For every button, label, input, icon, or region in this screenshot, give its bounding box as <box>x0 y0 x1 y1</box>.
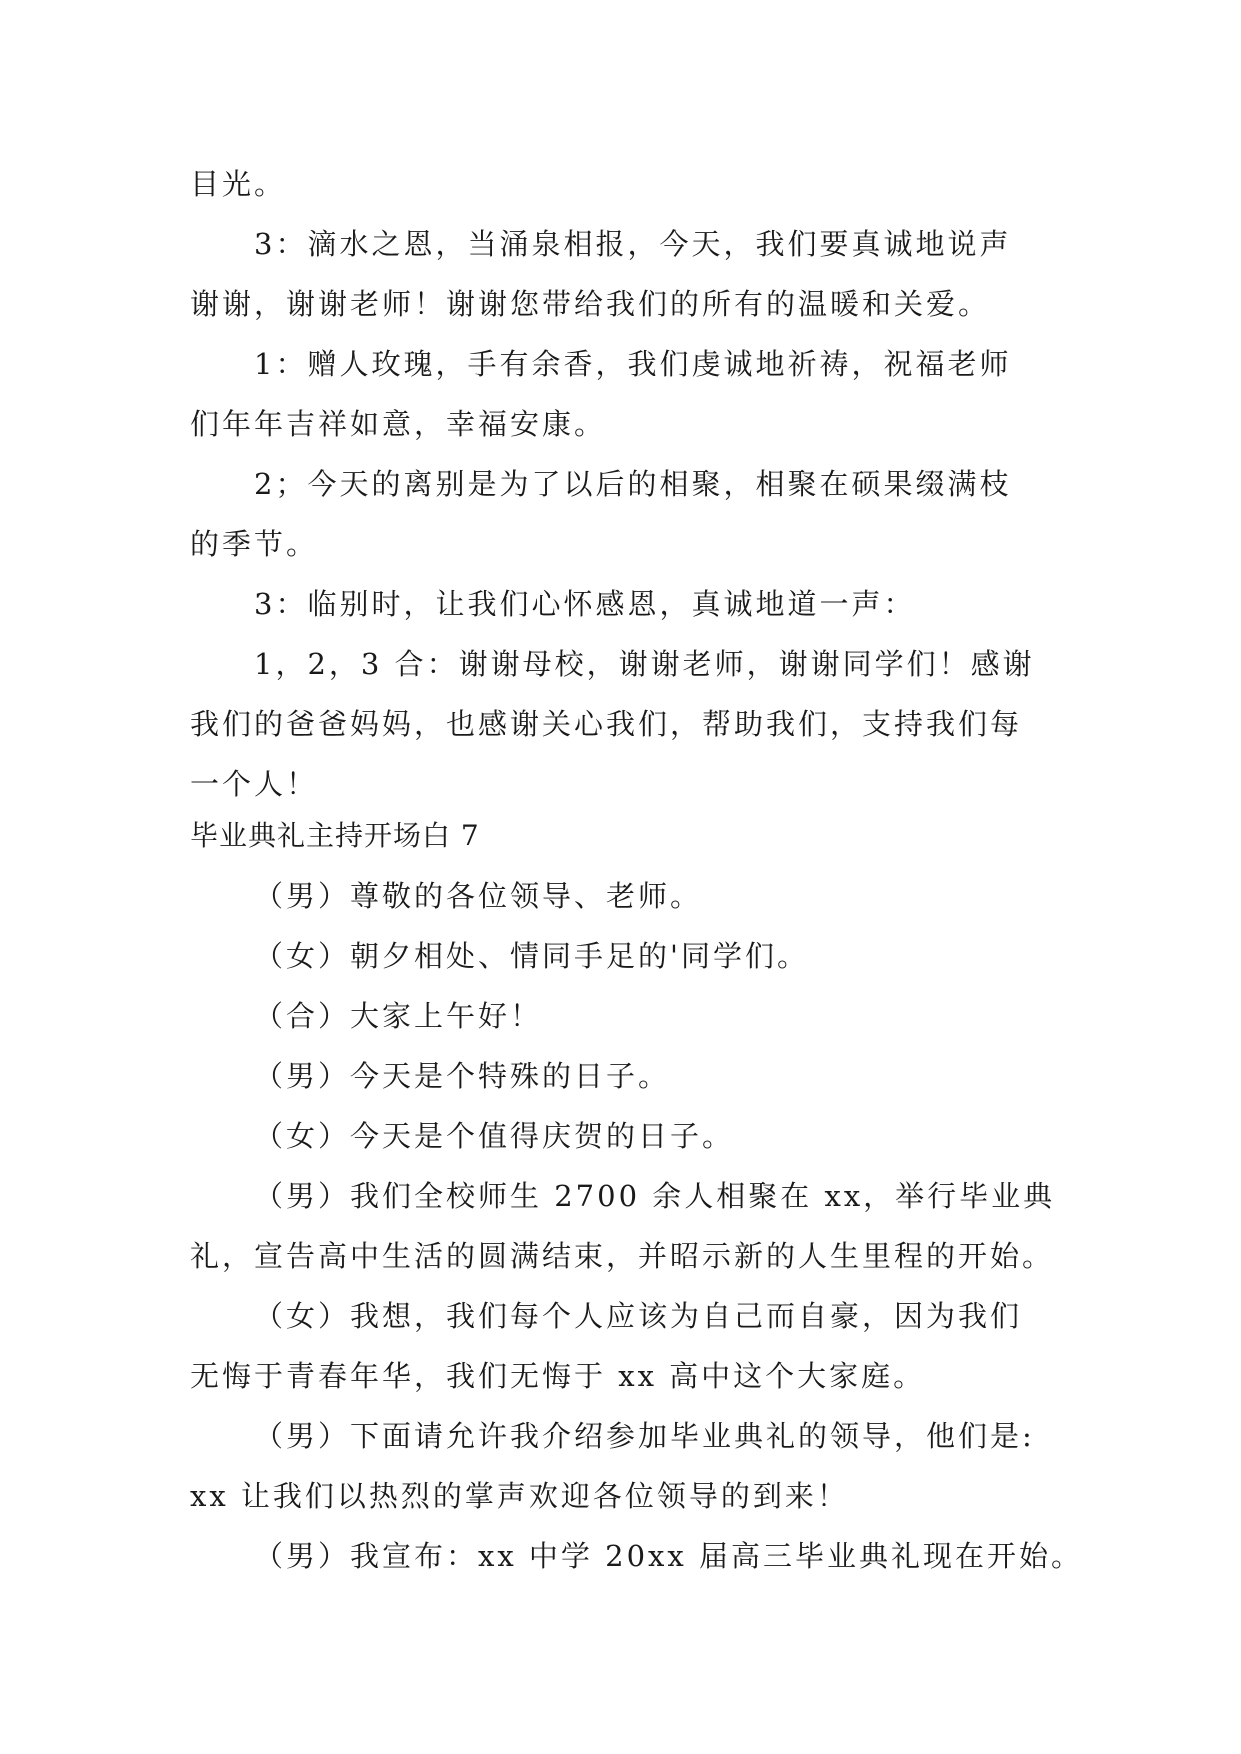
text-line: （女）今天是个值得庆贺的日子。 <box>254 1119 735 1153</box>
text-line: 一个人！ <box>190 767 319 801</box>
text-line: 1：赠人玫瑰，手有余香，我们虔诚地祈祷，祝福老师 <box>254 347 1012 381</box>
text-line: 无悔于青春年华，我们无悔于 xx 高中这个大家庭。 <box>190 1359 926 1393</box>
text-line: 3：临别时，让我们心怀感恩，真诚地道一声： <box>254 587 916 621</box>
text-line: 目光。 <box>190 167 287 201</box>
section-heading: 毕业典礼主持开场白 7 <box>190 819 480 852</box>
text-line: 3：滴水之恩，当涌泉相报，今天，我们要真诚地说声 <box>254 227 1012 261</box>
text-line: （男）今天是个特殊的日子。 <box>254 1059 671 1093</box>
text-line: 的季节。 <box>190 527 319 561</box>
text-line: 们年年吉祥如意，幸福安康。 <box>190 407 607 441</box>
text-line: （男）尊敬的各位领导、老师。 <box>254 879 703 913</box>
text-line: （女）我想，我们每个人应该为自己而自豪，因为我们 <box>254 1299 1023 1333</box>
text-line: xx 让我们以热烈的掌声欢迎各位领导的到来！ <box>190 1479 849 1513</box>
text-line: 2；今天的离别是为了以后的相聚，相聚在硕果缀满枝 <box>254 467 1012 501</box>
text-line: （男）我宣布：xx 中学 20xx 届高三毕业典礼现在开始。 <box>254 1539 1083 1573</box>
text-line: （女）朝夕相处、情同手足的'同学们。 <box>254 939 809 973</box>
text-line: （合）大家上午好！ <box>254 999 543 1033</box>
text-line: （男）下面请允许我介绍参加毕业典礼的领导，他们是: <box>254 1419 1035 1453</box>
text-line: 礼，宣告高中生活的圆满结束，并昭示新的人生里程的开始。 <box>190 1239 1055 1273</box>
text-line: 谢谢，谢谢老师！谢谢您带给我们的所有的温暖和关爱。 <box>190 287 991 321</box>
text-line: （男）我们全校师生 2700 余人相聚在 xx，举行毕业典 <box>254 1179 1056 1213</box>
text-line: 1，2，3 合：谢谢母校，谢谢老师，谢谢同学们！感谢 <box>254 647 1035 681</box>
text-line: 我们的爸爸妈妈，也感谢关心我们，帮助我们，支持我们每 <box>190 707 1023 741</box>
